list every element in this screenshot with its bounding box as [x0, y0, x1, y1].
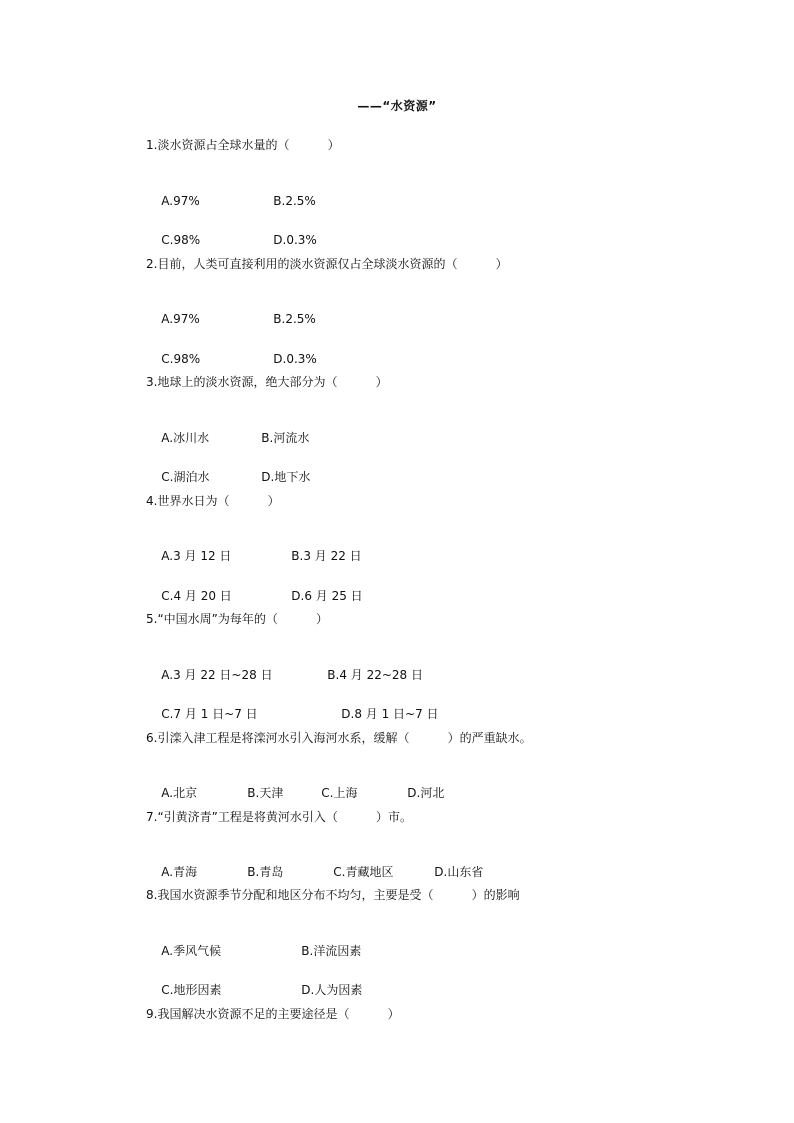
- option: A.97%: [161, 194, 200, 208]
- question-stem: 4.世界水日为（ ）: [146, 494, 280, 508]
- option: B.3 月 22 日: [291, 549, 362, 563]
- question-stem: 1.淡水资源占全球水量的（ ）: [146, 138, 340, 152]
- question-stem: 2.目前，人类可直接利用的淡水资源仅占全球淡水资源的（ ）: [146, 257, 508, 271]
- option: C.湖泊水: [161, 470, 210, 484]
- question-stem: 7.“引黄济青”工程是将黄河水引入（ ）市。: [146, 810, 413, 824]
- option: B.青岛: [247, 865, 284, 879]
- option: C.98%: [161, 352, 201, 366]
- option: C.4 月 20 日: [161, 589, 232, 603]
- page-title: ——“水资源”: [357, 99, 437, 113]
- option: B.天津: [247, 786, 284, 800]
- option: D.地下水: [261, 470, 311, 484]
- option: D.8 月 1 日~7 日: [341, 707, 439, 721]
- option: C.7 月 1 日~7 日: [161, 707, 258, 721]
- option: B.2.5%: [273, 194, 316, 208]
- option: A.3 月 12 日: [161, 549, 232, 563]
- option: D.人为因素: [301, 983, 363, 997]
- option: B.洋流因素: [301, 944, 362, 958]
- question-stem: 5.“中国水周”为每年的（ ）: [146, 612, 329, 626]
- option: A.97%: [161, 312, 200, 326]
- question-stem: 6.引滦入津工程是将滦河水引入海河水系，缓解（ ）的严重缺水。: [146, 731, 532, 745]
- option: B.2.5%: [273, 312, 316, 326]
- option: A.季风气候: [161, 944, 222, 958]
- option: C.上海: [321, 786, 358, 800]
- option: C.青藏地区: [333, 865, 394, 879]
- option: C.地形因素: [161, 983, 222, 997]
- option: D.0.3%: [273, 233, 317, 247]
- option: D.山东省: [434, 865, 484, 879]
- option: D.河北: [407, 786, 445, 800]
- option: A.3 月 22 日~28 日: [161, 668, 273, 682]
- option: A.青海: [161, 865, 198, 879]
- question-stem: 8.我国水资源季节分配和地区分布不均匀，主要是受（ ）的影响: [146, 888, 520, 902]
- question-stem: 3.地球上的淡水资源，绝大部分为（ ）: [146, 375, 388, 389]
- question-stem: 9.我国解决水资源不足的主要途径是（ ）: [146, 1007, 400, 1021]
- option: D.6 月 25 日: [291, 589, 363, 603]
- option: C.98%: [161, 233, 201, 247]
- option: A.冰川水: [161, 431, 210, 445]
- option: A.北京: [161, 786, 198, 800]
- option: B.河流水: [261, 431, 310, 445]
- option: D.0.3%: [273, 352, 317, 366]
- option: B.4 月 22~28 日: [327, 668, 423, 682]
